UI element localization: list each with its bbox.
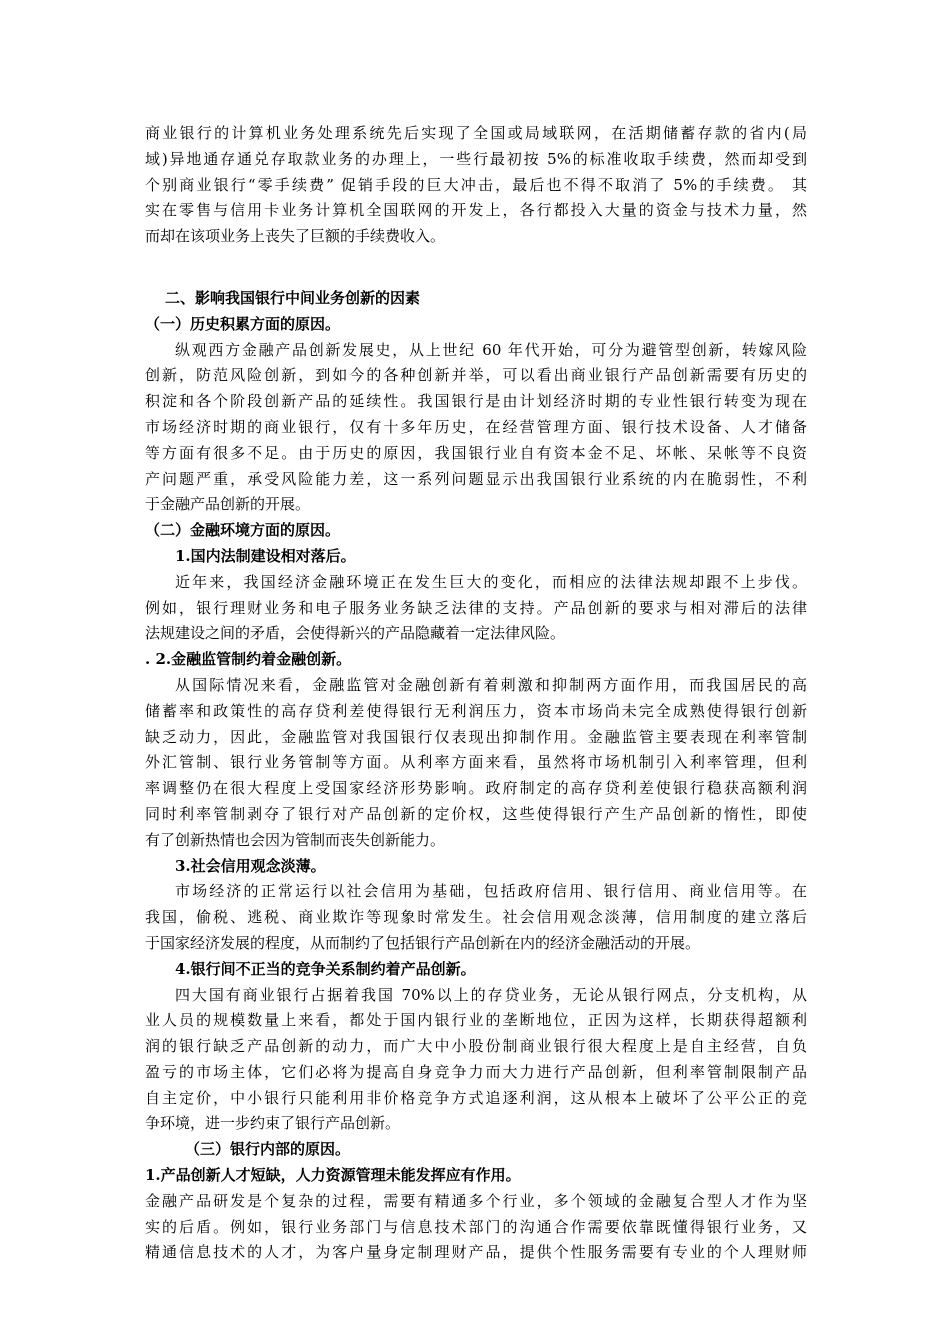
text-line: 率调整仍在很大程度上受国家经济形势影响。政府制定的高存贷利差使银行稳获高额利润: [145, 779, 807, 798]
text-line: 外汇管制、银行业务管制等方面。从利率方面来看，虽然将市场机制引入利率管理，但利: [145, 753, 807, 772]
text-line: 而却在该项业务上丧失了巨额的手续费收入。: [145, 227, 446, 246]
text-line: 创新，防范风险创新，到如今的各种创新并举，可以看出商业银行产品创新需要有历史的: [145, 366, 807, 385]
item-heading: 1.国内法制建设相对落后。: [175, 546, 356, 565]
text-line: 实的后盾。例如，银行业务部门与信息技术部门的沟通合作需要依靠既懂得银行业务，又: [145, 1217, 807, 1236]
text-line: 我国，偷税、逃税、商业欺诈等现象时常发生。社会信用观念淡薄，信用制度的建立落后: [145, 908, 807, 927]
text-line: 产问题严重，承受风险能力差，这一系列问题显示出我国银行业系统的内在脆弱性，不利: [145, 469, 807, 488]
text-line: 纵观西方金融产品创新发展史，从上世纪 60 年代开始，可分为避管型创新，转嫁风险: [175, 340, 807, 359]
text-line: 金融产品研发是个复杂的过程，需要有精通多个行业，多个领域的金融复合型人才作为坚: [145, 1191, 807, 1210]
text-line: 市场经济的正常运行以社会信用为基础，包括政府信用、银行信用、商业信用等。在: [175, 882, 807, 901]
text-line: 有了创新热情也会因为管制而丧失创新能力。: [145, 830, 446, 849]
text-line: 缺乏动力，因此，金融监管对我国银行仅表现出抑制作用。金融监管主要表现在利率管制: [145, 727, 807, 746]
text-line: 例如，银行理财业务和电子服务业务缺乏法律的支持。产品创新的要求与相对滞后的法律: [145, 598, 807, 617]
paragraph: [145, 338, 807, 519]
paragraph: [145, 1189, 807, 1266]
text-line: 于国家经济发展的程度，从而制约了包括银行产品创新在内的经济金融活动的开展。: [145, 933, 701, 952]
document-page: [145, 121, 807, 1266]
text-line: 积淀和各个阶段创新产品的延续性。我国银行是由计划经济时期的专业性银行转变为现在: [145, 392, 807, 411]
text-line: 自主定价，中小银行只能利用非价格竞争方式追逐利润，这从根本上破坏了公平公正的竞: [145, 1088, 807, 1107]
paragraph: [145, 673, 807, 854]
text-line: 法规建设之间的矛盾，会使得新兴的产品隐藏着一定法律风险。: [145, 624, 566, 643]
text-line: 同时利率管制剥夺了银行对产品创新的定价权，这些使得银行产生产品创新的惰性，即使: [145, 804, 807, 823]
text-line: 近年来，我国经济金融环境正在发生巨大的变化，而相应的法律法规却跟不上步伐。: [175, 572, 807, 591]
subsection-heading: （三）银行内部的原因。: [185, 1140, 351, 1159]
text-line: 实在零售与信用卡业务计算机全国联网的开发上，各行都投入大量的资金与技术力量，然: [145, 201, 807, 220]
text-line: 争环境，进一步约束了银行产品创新。: [145, 1114, 401, 1133]
text-line: 精通信息技术的人才，为客户量身定制理财产品，提供个性服务需要有专业的个人理财师: [145, 1243, 807, 1262]
section-heading: 二、影响我国银行中间业务创新的因素: [165, 288, 421, 307]
item-heading: . 2.金融监管制约着金融创新。: [145, 650, 352, 669]
text-line: 于金融产品创新的开展。: [145, 495, 311, 514]
text-line: 盈亏的市场主体，它们必将为提高自身竞争力而大力进行产品创新，但利率管制限制产品: [145, 1062, 807, 1081]
spacer: [145, 250, 807, 286]
paragraph: [145, 121, 807, 250]
text-line: 市场经济时期的商业银行，仅有十多年历史，在经营管理方面、银行技术设备、人才储备: [145, 417, 807, 436]
text-line: 四大国有商业银行占据着我国 70%以上的存贷业务，无论从银行网点，分支机构，从: [175, 985, 807, 1004]
subsection-heading: （一）历史积累方面的原因。: [145, 314, 341, 333]
text-line: 储蓄率和政策性的高存贷利差使得银行无利润压力，资本市场尚未完全成熟使得银行创新: [145, 701, 807, 720]
paragraph: [145, 879, 807, 956]
text-line: 域)异地通存通兑存取款业务的办理上，一些行最初按 5%的标准收取手续费，然而却受到: [145, 149, 807, 168]
text-line: 润的银行缺乏产品创新的动力，而广大中小股份制商业银行很大程度上是自主经营，自负: [145, 1037, 807, 1056]
paragraph: [145, 983, 807, 1138]
text-line: 等方面有很多不足。由于历史的原因，我国银行业自有资本金不足、坏帐、呆帐等不良资: [145, 443, 807, 462]
text-line: 业人员的规模数量上来看，都处于国内银行业的垄断地位，正因为这样，长期获得超额利: [145, 1011, 807, 1030]
item-heading: 3.社会信用观念淡薄。: [175, 856, 326, 875]
item-heading: 4.银行间不正当的竞争关系制约着产品创新。: [175, 959, 476, 978]
text-line: 从国际情况来看，金融监管对金融创新有着刺激和抑制两方面作用，而我国居民的高: [175, 675, 807, 694]
text-line: 个别商业银行“零手续费” 促销手段的巨大冲击，最后也不得不取消了 5%的手续费。 其: [145, 175, 807, 194]
paragraph: [145, 570, 807, 647]
subsection-heading: （二）金融环境方面的原因。: [145, 521, 341, 540]
text-line: 商业银行的计算机业务处理系统先后实现了全国或局域联网，在活期储蓄存款的省内(局: [145, 124, 807, 142]
item-heading: 1.产品创新人才短缺，人力资源管理未能发挥应有作用。: [145, 1166, 521, 1185]
